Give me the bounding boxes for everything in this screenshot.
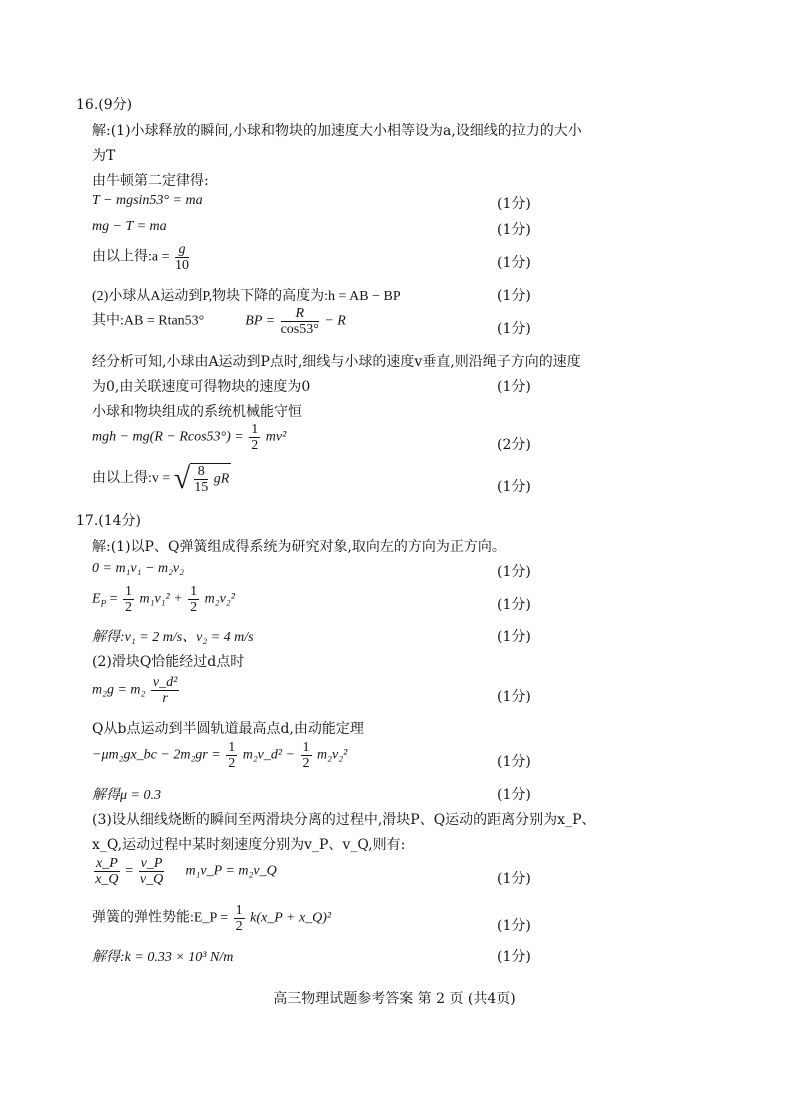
q17-eq-2-frac-2 (188, 584, 199, 615)
q17-eq-2-eq: = (109, 591, 118, 607)
q16-eq-3-prefix: 由以上得:a = (92, 249, 170, 265)
q17-eq-11-frac-1 (94, 856, 120, 887)
q16-eq-4 (92, 285, 401, 305)
q16-score-5: (1分) (497, 321, 531, 337)
q17-eq-2-e: E (92, 591, 101, 607)
q16-eq-2: mg − T = ma (92, 219, 167, 234)
q16-eq-3 (92, 242, 191, 273)
q16-line-6: 经分析可知,小球由A运动到P点时,细线与小球的速度v垂直,则沿绳子方向的速度 (92, 354, 581, 370)
q17-eq-2-frac-1 (123, 584, 134, 615)
q16-eq-9-den: 2 (251, 438, 259, 453)
q17-eq-7-frac-2 (301, 740, 312, 771)
q17-title: 17.(14分) (76, 513, 142, 529)
page-footer: 高三物理试题参考答案 第 2 页 (共4页) (273, 991, 516, 1007)
q16-score-9: (2分) (497, 437, 531, 453)
q16-line-7: 为0,由关联速度可得物块的速度为0 (92, 379, 311, 395)
q17-eq-7-frac-1 (226, 740, 237, 771)
q16-score-4: (1分) (497, 288, 531, 304)
q17-score-1: (1分) (497, 564, 531, 580)
q17-score-2: (1分) (497, 597, 531, 613)
q17-eq-8: 解得μ = 0.3 (92, 788, 161, 803)
q16-eq-10 (92, 463, 231, 495)
q16-eq-9-fraction (249, 422, 260, 453)
q17-eq-7-term-1: m₂v_d² − (242, 747, 296, 763)
q17-eq-7-den-1: 2 (228, 756, 236, 771)
q16-eq-10-num: 8 (194, 464, 208, 480)
q17-eq-7-den-2: 2 (302, 756, 310, 771)
q16-eq-9-prefix: mgh − mg(R − Rcos53°) = (92, 429, 244, 445)
q17-line-10: x_Q,运动过程中某时刻速度分别为v_P、v_Q,则有: (92, 837, 406, 853)
q17-eq-2-term-1: m₁v₁² + (139, 591, 183, 607)
q17-eq-2-num-1: 1 (124, 584, 132, 599)
q17-score-3: (1分) (497, 629, 531, 645)
q16-score-2: (1分) (497, 222, 531, 238)
q16-score-1: (1分) (497, 196, 531, 212)
q16-line-2: 为T (92, 148, 116, 164)
q16-eq-5 (92, 306, 346, 337)
q17-eq-7 (92, 740, 347, 771)
q17-score-8: (1分) (497, 787, 531, 803)
q17-eq-2 (92, 584, 235, 615)
q17-eq-5 (92, 675, 181, 706)
q17-eq-2-den-2: 2 (190, 600, 198, 615)
q17-eq-11-frac-2 (139, 856, 165, 887)
q16-eq-9 (92, 422, 286, 453)
q16-eq-9-num: 1 (251, 422, 259, 437)
q16-eq-10-prefix: 由以上得:v = (92, 471, 171, 487)
q17-eq-12-den: 2 (235, 919, 243, 934)
q17-eq-5-den: r (162, 691, 168, 706)
q16-eq-5-mid: BP = (245, 313, 276, 329)
q17-eq-12-prefix: 弹簧的弹性势能:E_P = (92, 910, 229, 926)
q17-eq-12-post: k(x_P + x_Q)² (250, 910, 332, 926)
q17-eq-5-prefix: m₂g = m₂ (92, 682, 146, 698)
q17-eq-12-fraction (234, 903, 245, 934)
q16-score-10: (1分) (497, 479, 531, 495)
q16-eq-10-fraction (194, 464, 208, 495)
q17-eq-11 (92, 856, 277, 887)
q17-eq-7-term-2: m₂v₂² (317, 747, 348, 763)
q16-eq-10-sqrt (174, 463, 232, 495)
q16-line-8: 小球和物块组成的系统机械能守恒 (92, 404, 302, 420)
q16-eq-5-num: R (281, 306, 319, 322)
q16-eq-5-fraction (281, 306, 319, 337)
q17-eq-11-den-2: v_Q (139, 872, 164, 887)
q17-score-12: (1分) (497, 918, 531, 934)
q17-eq-2-term-2: m₂v₂² (204, 591, 235, 607)
q17-eq-11-num-2: v_P (140, 856, 163, 871)
q17-eq-3: 解得:v₁ = 2 m/s、v₂ = 4 m/s (92, 630, 254, 645)
q16-eq-4-text: (2)小球从A运动到P,物块下降的高度为:h = AB − BP (92, 289, 401, 304)
q17-line-9: (3)设从细线烧断的瞬间至两滑块分离的过程中,滑块P、Q运动的距离分别为x_P、 (92, 812, 596, 828)
q16-eq-9-post: mv² (265, 429, 287, 445)
q17-eq-11-num-1: x_P (96, 856, 118, 871)
q17-eq-5-num: v_d² (152, 675, 178, 690)
q17-score-5: (1分) (497, 689, 531, 705)
q17-eq-11-post: m₁v_P = m₂v_Q (185, 863, 277, 879)
q17-line-1: 解:(1)以P、Q弹簧组成得系统为研究对象,取向左的方向为正方向。 (92, 539, 506, 555)
q17-eq-1: 0 = m₁v₁ − m₂v₂ (92, 561, 185, 576)
q17-eq-12-num: 1 (235, 903, 243, 918)
q16-eq-10-den: 15 (194, 480, 209, 495)
q16-eq-3-num: g (175, 242, 189, 258)
q17-eq-11-den-1: x_Q (95, 872, 119, 887)
q17-eq-11-eq: = (125, 863, 134, 879)
q17-score-7: (1分) (497, 754, 531, 770)
q16-score-7: (1分) (497, 379, 531, 395)
q16-eq-5-post: − R (324, 313, 346, 329)
q16-line-1: 解:(1)小球释放的瞬间,小球和物块的加速度大小相等设为a,设细线的拉力的大小 (92, 123, 582, 139)
q17-eq-13: 解得:k = 0.33 × 10³ N/m (92, 950, 234, 965)
sqrt-radical-icon: √ (173, 462, 191, 495)
q17-eq-2-num-2: 1 (190, 584, 198, 599)
q16-eq-1: T − mgsin53° = ma (92, 193, 203, 208)
q16-line-3: 由牛顿第二定律得: (92, 173, 209, 189)
q16-eq-5-prefix: 其中:AB = Rtan53° (92, 313, 205, 329)
q17-eq-2-sub: P (100, 598, 107, 609)
q16-eq-3-fraction (175, 242, 189, 273)
q17-eq-7-num-1: 1 (228, 740, 236, 755)
q17-eq-2-den-1: 2 (124, 600, 132, 615)
q16-eq-10-post: gR (213, 471, 230, 487)
q17-line-6: Q从b点运动到半圆轨道最高点d,由动能定理 (92, 721, 364, 737)
q16-score-3: (1分) (497, 255, 531, 271)
q17-eq-7-num-2: 1 (302, 740, 310, 755)
q17-score-11: (1分) (497, 871, 531, 887)
q17-eq-12 (92, 903, 331, 934)
q17-eq-5-fraction (151, 675, 179, 706)
q17-line-4: (2)滑块Q恰能经过d点时 (92, 654, 245, 670)
q16-eq-5-den: cos53° (280, 322, 319, 337)
q16-title: 16.(9分) (76, 97, 133, 113)
q17-eq-7-prefix: −μm₂gx_bc − 2m₂gr = (92, 747, 221, 763)
q16-eq-3-den: 10 (175, 258, 189, 273)
q17-score-13: (1分) (497, 949, 531, 965)
